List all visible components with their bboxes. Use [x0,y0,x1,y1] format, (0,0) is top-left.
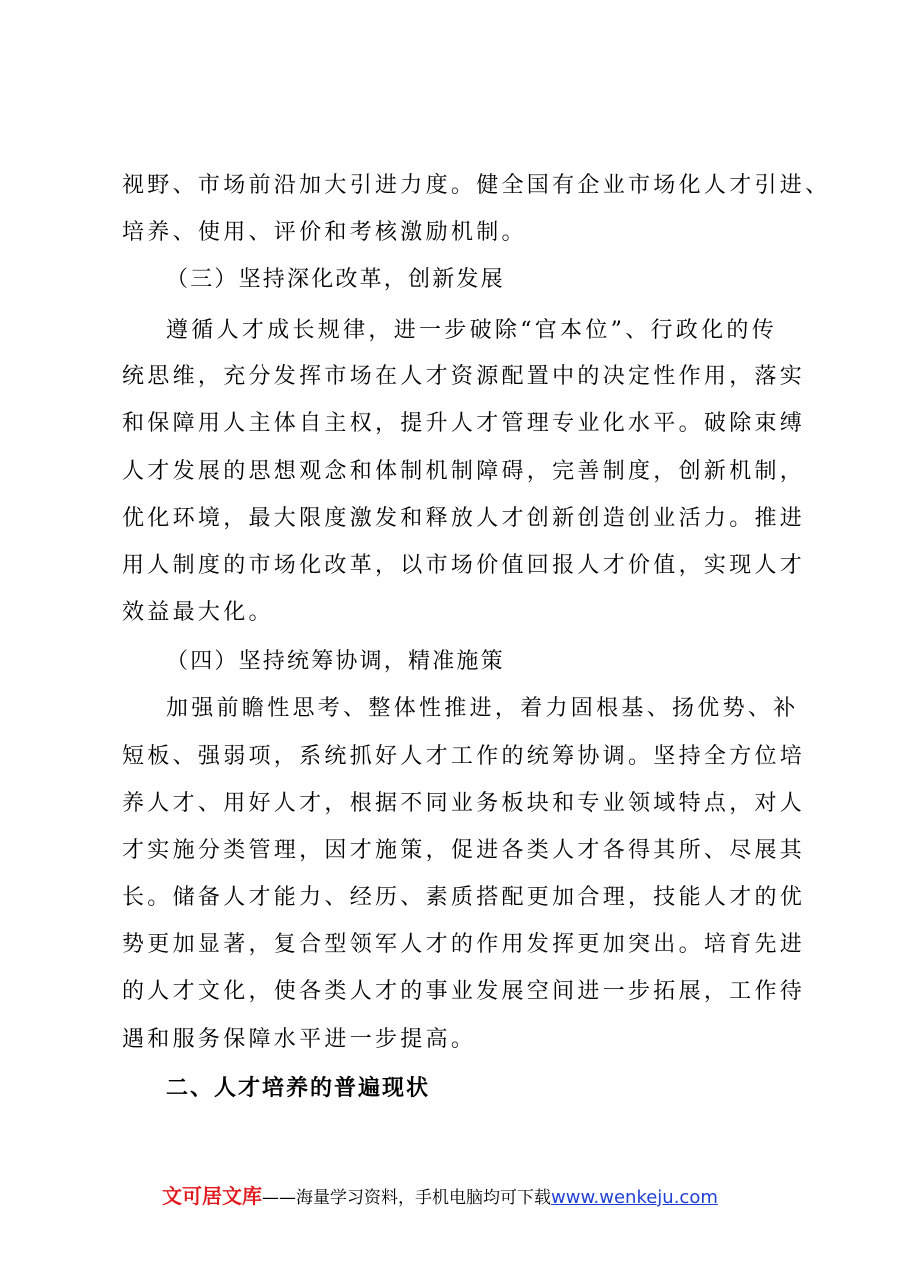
paragraph-line: 短板、强弱项，系统抓好人才工作的统筹协调。坚持全方位培 [122,744,806,769]
footer-url-link[interactable]: www.wenkeju.com [551,1187,718,1208]
paragraph-line: 才实施分类管理，因才施策，促进各类人才各得其所、尽展其 [122,838,806,863]
paragraph-line: 人才发展的思想观念和体制机制障碍，完善制度，创新机制， [122,459,806,484]
paragraph-line: 效益最大化。 [122,600,274,625]
paragraph-line: 加强前瞻性思考、整体性推进，着力固根基、扬优势、补 [166,696,799,721]
footer-slogan: ——海量学习资料，手机电脑均可下载 [262,1188,551,1208]
paragraph-line: 统思维，充分发挥市场在人才资源配置中的决定性作用，落实 [122,364,806,389]
paragraph-line: 视野、市场前沿加大引进力度。健全国有企业市场化人才引进、 [122,173,831,198]
paragraph-line: 遇和服务保障水平进一步提高。 [122,1027,477,1052]
paragraph-line: 养人才、用好人才，根据不同业务板块和专业领域特点，对人 [122,791,806,816]
paragraph-line: 长。储备人才能力、经历、素质搭配更加合理，技能人才的优 [122,885,806,910]
footer-brand: 文可居文库 [162,1184,262,1208]
paragraph-line: 用人制度的市场化改革，以市场价值回报人才价值，实现人才 [122,553,806,578]
paragraph-line: 的人才文化，使各类人才的事业发展空间进一步拓展，工作待 [122,979,806,1004]
paragraph-line: 遵循人才成长规律，进一步破除“官本位”、行政化的传 [166,318,777,343]
section-title: 二、人才培养的普遍现状 [166,1076,431,1101]
paragraph-line: 培养、使用、评价和考核激励机制。 [122,220,527,245]
paragraph-line: 势更加显著，复合型领军人才的作用发挥更加突出。培育先进 [122,932,806,957]
paragraph-line: 和保障用人主体自主权，提升人才管理专业化水平。破除束缚 [122,411,806,436]
footer [162,1184,718,1210]
paragraph-line: 优化环境，最大限度激发和释放人才创新创造创业活力。推进 [122,506,806,531]
heading-three: （三）坚持深化改革，创新发展 [166,267,505,292]
heading-four: （四）坚持统筹协调，精准施策 [166,649,505,674]
